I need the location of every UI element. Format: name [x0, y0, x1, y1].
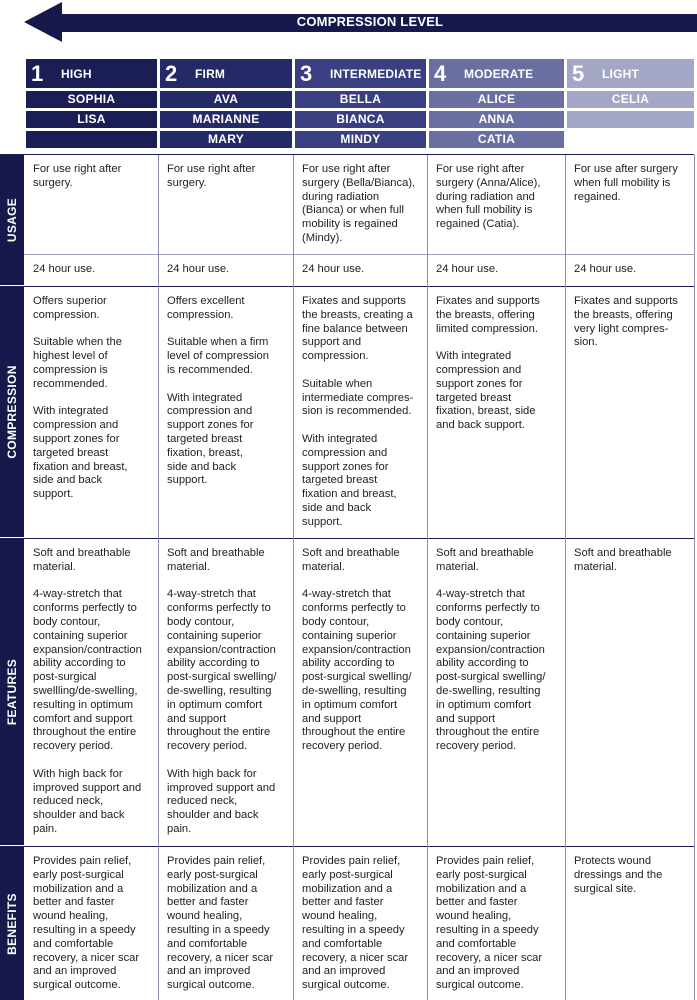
level-number: 4 — [434, 60, 447, 86]
product-name: MARY — [160, 131, 292, 148]
usage-cell: For use right after surgery. — [167, 163, 256, 189]
level-4-header — [429, 59, 564, 88]
usage-cell: For use right after surgery (Bella/Bianca), during radiation (Bianca) or when full mobility is regained (Mindy). — [302, 163, 416, 244]
level-5-header — [567, 59, 694, 88]
product-name: MINDY — [295, 131, 426, 148]
benefits-cell: Provides pain relief, early post-surgical mobilization and a better and faster wound healing, resulting in a speedy and comfortable recovery, a nicer scar and an improved surgical outcome. — [436, 855, 543, 992]
usage-hours: 24 hour use. — [33, 263, 96, 275]
level-number: 2 — [165, 60, 178, 86]
usage-hours: 24 hour use. — [574, 263, 637, 275]
product-name: SOPHIA — [26, 91, 157, 108]
row-divider — [0, 846, 694, 847]
level-2-header — [160, 59, 292, 88]
product-name — [26, 131, 157, 148]
product-name-empty — [567, 131, 694, 148]
row-divider — [24, 254, 694, 255]
features-cell: Soft and breathable material. 4-way-stretch that conforms perfectly to body contour, containing superior expansion/contraction ability according to post-surgical swellling/de-swelling, resulting in optimum comfort and support throughout the entire recovery period. With high back for improved support and reduced neck, shoulder and back pain. — [33, 547, 142, 835]
level-name: INTERMEDIATE — [330, 66, 422, 81]
level-number: 5 — [572, 60, 585, 86]
usage-hours: 24 hour use. — [302, 263, 365, 275]
usage-hours: 24 hour use. — [436, 263, 499, 275]
usage-cell: For use right after surgery (Anna/Alice), during radiation and when full mobility is regained (Catia). — [436, 163, 541, 231]
compression-cell: Fixates and supports the breasts, creating a fine balance between support and compression. Suitable when intermediate compres- sion is recommended. With integrated compression and support zones for targeted breast fixation and breast, side and back support. — [302, 295, 414, 528]
level-name: HIGH — [61, 66, 92, 81]
product-name: BIANCA — [295, 111, 426, 128]
product-name: CELIA — [567, 91, 694, 108]
features-band — [0, 539, 24, 845]
features-cell: Soft and breathable material. 4-way-stretch that conforms perfectly to body contour, containing superior expansion/contraction ability according to post-surgical swelling/ de-swelling, resulting in optimum comfort and support throughout the entire recovery period. With high back for improved support and reduced neck, shoulder and back pain. — [167, 547, 277, 835]
column-divider — [158, 155, 159, 1000]
features-cell: Soft and breathable material. — [574, 547, 672, 573]
product-name: MARIANNE — [160, 111, 292, 128]
product-name: LISA — [26, 111, 157, 128]
product-name: BELLA — [295, 91, 426, 108]
compression-cell: Offers superior compression. Suitable when the highest level of compression is recommended. With integrated compression and support zones for targeted breast fixation and breast, side and back support. — [33, 295, 128, 501]
usage-band — [0, 155, 24, 285]
compression-band — [0, 287, 24, 537]
benefits-cell: Protects wound dressings and the surgical site. — [574, 855, 663, 895]
features-cell: Soft and breathable material. 4-way-stretch that conforms perfectly to body contour, containing superior expansion/contraction ability according to post-surgical swelling/ de-swelling, resulting in optimum comfort and support throughout the entire recovery period. — [302, 547, 412, 753]
benefits-cell: Provides pain relief, early post-surgical mobilization and a better and faster wound healing, resulting in a speedy and comfortable recovery, a nicer scar and an improved surgical outcome. — [33, 855, 140, 992]
product-name: AVA — [160, 91, 292, 108]
level-name: LIGHT — [602, 66, 639, 81]
compression-cell: Offers excellent compression. Suitable when a firm level of compression is recommended. With integrated compression and support zones for targeted breast fixation, breast, side and back support. — [167, 295, 269, 487]
product-name: ALICE — [429, 91, 564, 108]
benefits-band — [0, 847, 24, 1000]
product-name: ANNA — [429, 111, 564, 128]
benefits-cell: Provides pain relief, early post-surgical mobilization and a better and faster wound healing, resulting in a speedy and comfortable recovery, a nicer scar and an improved surgical outcome. — [167, 855, 274, 992]
row-divider — [0, 286, 694, 287]
column-divider — [694, 155, 695, 1000]
product-name: CATIA — [429, 131, 564, 148]
benefits-cell: Provides pain relief, early post-surgical mobilization and a better and faster wound healing, resulting in a speedy and comfortable recovery, a nicer scar and an improved surgical outcome. — [302, 855, 409, 992]
row-divider — [0, 154, 694, 155]
compression-label: COMPRESSION — [5, 365, 19, 459]
column-divider — [427, 155, 428, 1000]
level-number: 1 — [31, 60, 44, 86]
compression-cell: Fixates and supports the breasts, offering limited compression. With integrated compression and support zones for targeted breast fixation, breast, side and back support. — [436, 295, 540, 432]
usage-cell: For use right after surgery. — [33, 163, 122, 189]
features-cell: Soft and breathable material. 4-way-stretch that conforms perfectly to body contour, containing superior expansion/contraction ability according to post-surgical swelling/ de-swelling, resulting in optimum comfort and support throughout the entire recovery period. — [436, 547, 546, 753]
level-1-header — [26, 59, 157, 88]
usage-hours: 24 hour use. — [167, 263, 230, 275]
usage-cell: For use after surgery when full mobility is regained. — [574, 163, 678, 203]
level-name: MODERATE — [464, 66, 534, 81]
features-label: FEATURES — [5, 658, 19, 726]
row-divider — [0, 538, 694, 539]
product-name — [567, 111, 694, 128]
benefits-label: BENEFITS — [5, 892, 19, 955]
column-divider — [565, 155, 566, 1000]
column-divider — [293, 155, 294, 1000]
level-name: FIRM — [195, 66, 226, 81]
level-3-header — [295, 59, 426, 88]
level-number: 3 — [300, 60, 313, 86]
usage-label: USAGE — [5, 197, 19, 243]
compression-cell: Fixates and supports the breasts, offering very light compres- sion. — [574, 295, 678, 349]
compression-level-title: COMPRESSION LEVEL — [296, 14, 444, 29]
